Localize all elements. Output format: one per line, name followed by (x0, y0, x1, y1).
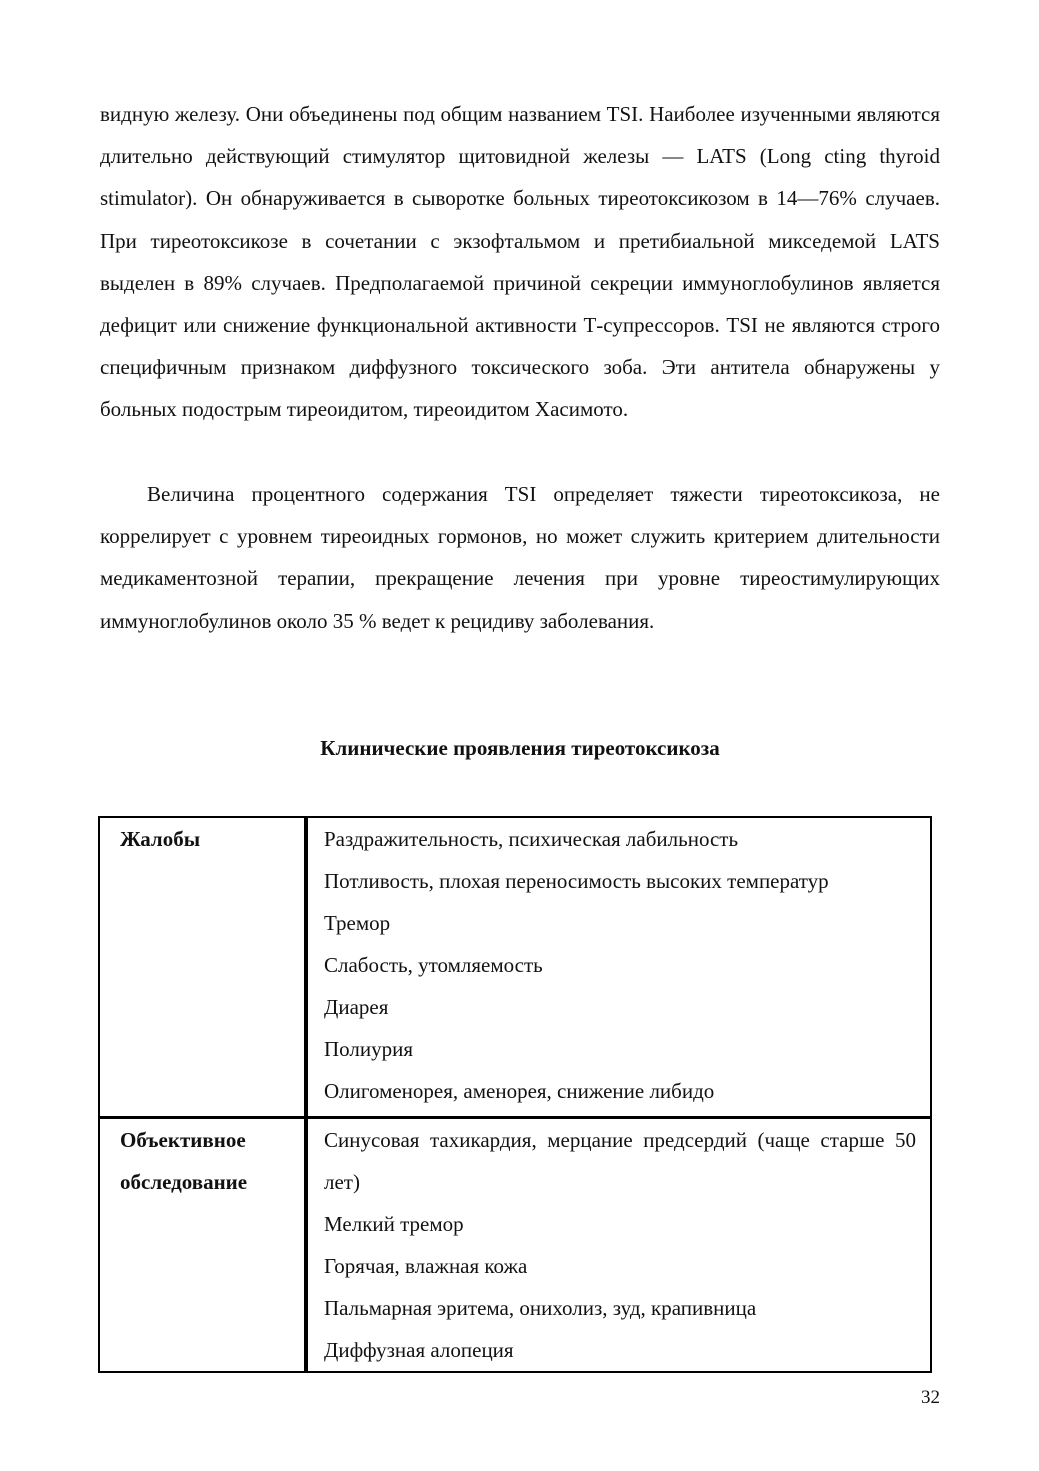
list-item: Горячая, влажная кожа (324, 1254, 528, 1278)
list-item: Слабость, утомляемость (324, 953, 543, 977)
list-item: Диффузная алопеция (324, 1338, 514, 1362)
category-label: обследование (120, 1170, 248, 1194)
page-number: 32 (921, 1387, 940, 1408)
list-item: Раздражительность, психическая лабильность (324, 827, 739, 851)
category-cell (99, 1118, 306, 1373)
list-item: Полиурия (324, 1037, 414, 1061)
category-label: Объективное (120, 1128, 246, 1152)
clinical-manifestations-table (98, 816, 932, 1373)
body-paragraph-1: видную железу. Они объединены под общим названием TSI. Наиболее изученными являются длительно действующий стимулятор щитовидной железы — LATS (Long cting thyroid stimulator). Он обнаруживается в сыворотке больных тиреотоксикозом в 14—76% случаев. При тиреотоксикозе в сочетании с экзофтальмом и претибиальной микседемой LATS выделен в 89% случаев. Предполагаемой причиной секреции иммуноглобулинов является дефицит или снижение функциональной активности Т-супрессоров. TSI не являются строго специфичным признаком диффузного токсического зоба. Эти антитела обнаружены у больных подострым тиреоидитом, тиреоидитом Хасимото. (100, 102, 940, 422)
items-cell (306, 817, 931, 1118)
category-cell (99, 817, 306, 1118)
list-item: Синусовая тахикардия, мерцание предсердий (чаще старше 50 лет) (324, 1128, 916, 1194)
list-item: Пальмарная эритема, онихолиз, зуд, крапивница (324, 1296, 757, 1320)
list-item: Тремор (324, 911, 391, 935)
body-paragraph-2: Величина процентного содержания TSI определяет тяжести тиреотоксикоза, не коррелирует с уровнем тиреоидных гормонов, но может служить критерием длительности медикаментозной терапии, прекращение лечения при уровне тиреостимулирующих иммуноглобулинов около 35 % ведет к рецидиву заболевания. (100, 482, 940, 633)
list-item: Диарея (324, 995, 389, 1019)
table-title: Клинические проявления тиреотоксикоза (320, 736, 720, 760)
table-row (99, 817, 931, 1118)
list-item: Мелкий тремор (324, 1212, 464, 1236)
items-cell (306, 1118, 931, 1373)
list-item: Потливость, плохая переносимость высоких температур (324, 869, 829, 893)
table-row (99, 1118, 931, 1373)
category-label: Жалобы (120, 827, 201, 851)
list-item: Олигоменорея, аменорея, снижение либидо (324, 1079, 715, 1103)
